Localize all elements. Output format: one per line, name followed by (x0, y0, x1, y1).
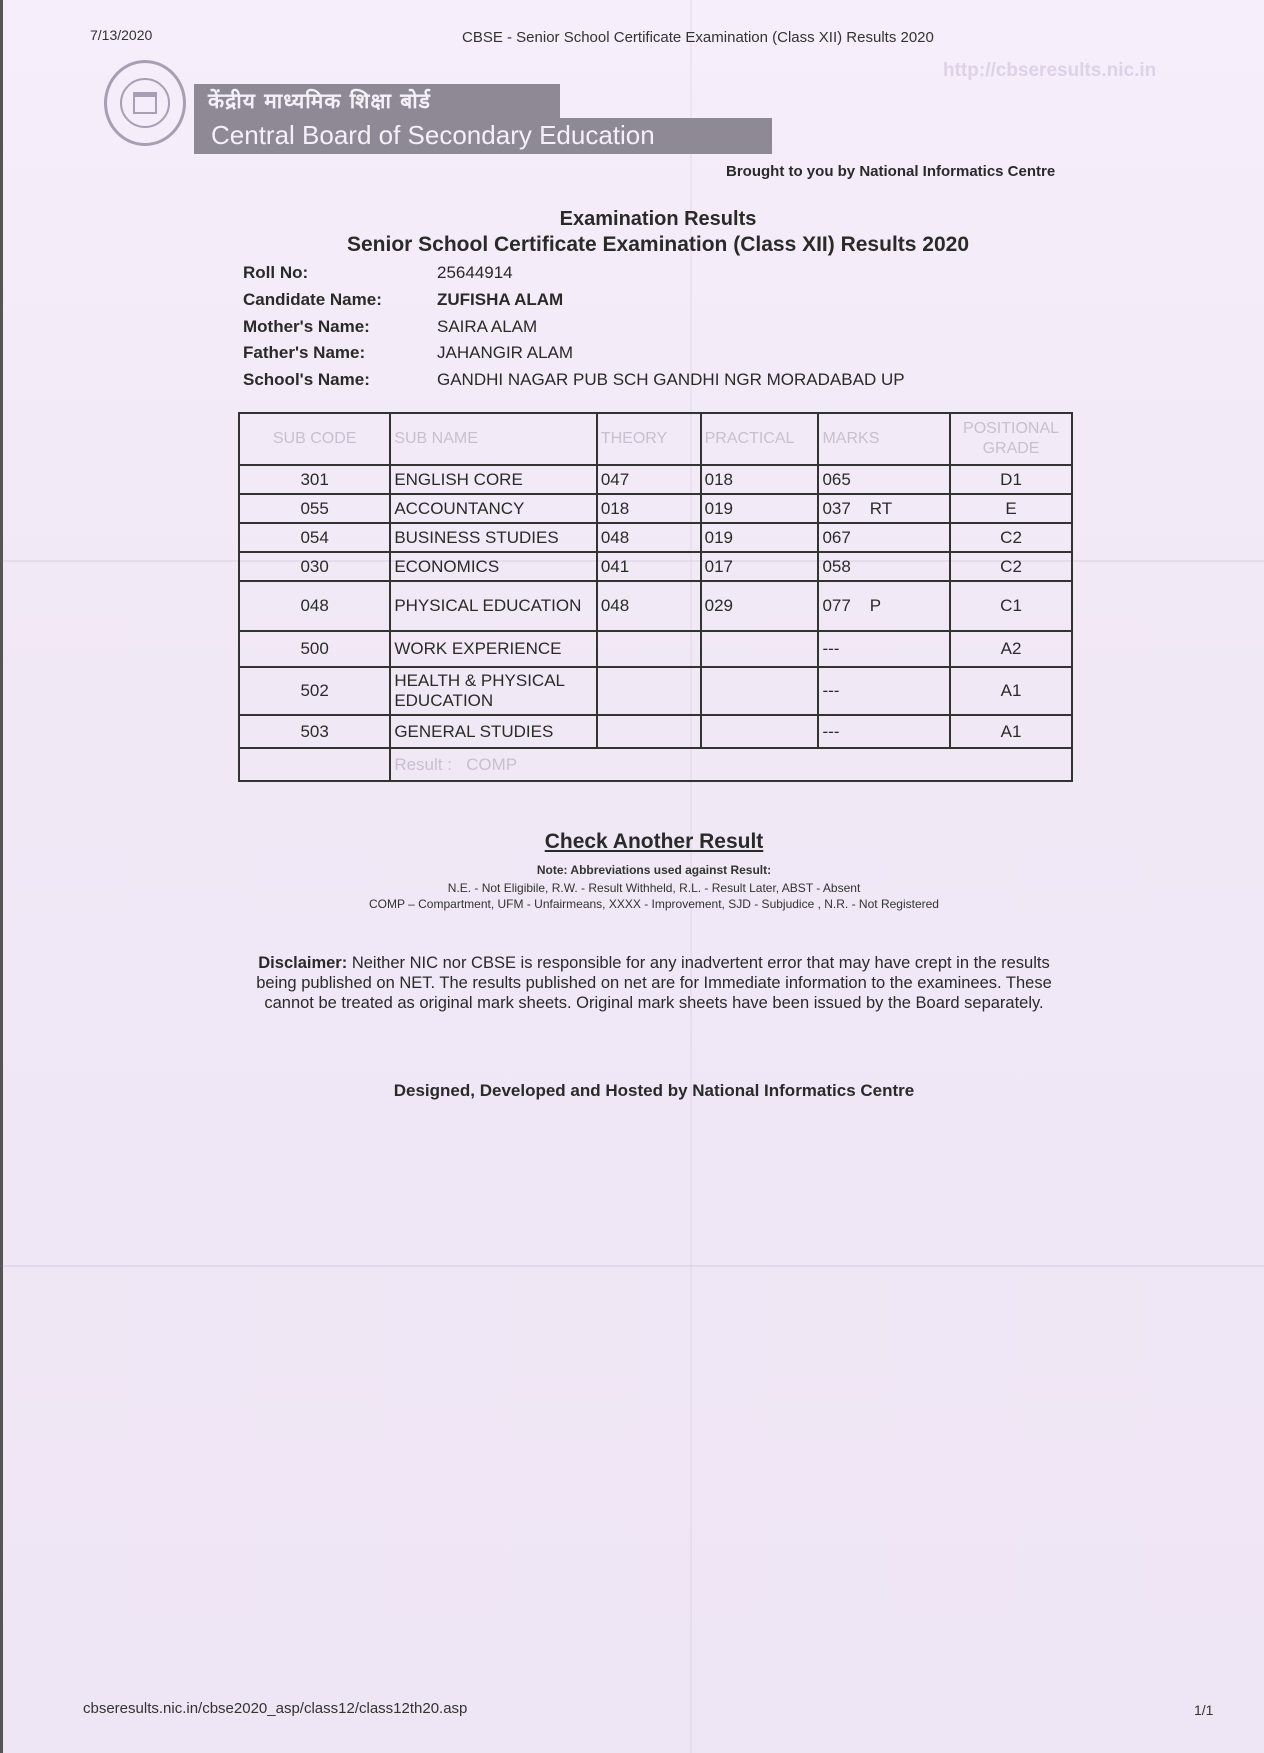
sub-name-cell: HEALTH & PHYSICAL EDUCATION (390, 667, 597, 715)
theory-cell: 041 (597, 552, 701, 581)
print-footer-url: cbseresults.nic.in/cbse2020_asp/class12/class12th20.asp (83, 1700, 468, 1717)
school-name-value: GANDHI NAGAR PUB SCH GANDHI NGR MORADABAD UP (437, 370, 905, 389)
table-header-row (239, 413, 1072, 465)
father-name-value: JAHANGIR ALAM (437, 343, 574, 362)
header-theory: THEORY (597, 413, 701, 465)
grade-cell: C1 (950, 581, 1072, 631)
table-row (239, 494, 1072, 523)
table-row (239, 631, 1072, 667)
sub-name-cell: GENERAL STUDIES (390, 715, 597, 748)
note-title: Note: Abbreviations used against Result: (536, 863, 772, 877)
practical-cell: 029 (701, 581, 819, 631)
board-name-hindi: केंद्रीय माध्यमिक शिक्षा बोर्ड (194, 84, 560, 118)
sub-code-cell: 500 (239, 631, 390, 667)
table-row (239, 581, 1072, 631)
candidate-name-label: Candidate Name: (243, 290, 382, 309)
grade-cell: D1 (950, 465, 1072, 494)
theory-cell: 048 (597, 581, 701, 631)
marks-cell: 058 (818, 552, 950, 581)
practical-cell: 019 (701, 494, 819, 523)
sub-code-cell: 054 (239, 523, 390, 552)
result-row (239, 748, 1072, 781)
sub-code-cell: 030 (239, 552, 390, 581)
note-line-1: N.E. - Not Eligibile, R.W. - Result Withheld, R.L. - Result Later, ABST - Absent (447, 881, 861, 895)
site-url-watermark: http://cbseresults.nic.in (943, 60, 1157, 81)
print-page-title: CBSE - Senior School Certificate Examination (Class XII) Results 2020 (462, 29, 934, 46)
marks-cell: --- (818, 667, 950, 715)
practical-cell: 019 (701, 523, 819, 552)
board-name-english: Central Board of Secondary Education (194, 118, 772, 154)
practical-cell: 018 (701, 465, 819, 494)
candidate-name-value: ZUFISHA ALAM (437, 290, 564, 309)
table-row (239, 523, 1072, 552)
sub-name-cell: ENGLISH CORE (390, 465, 597, 494)
sub-name-cell: PHYSICAL EDUCATION (390, 581, 597, 631)
designed-by-text: Designed, Developed and Hosted by National Informatics Centre (393, 1081, 915, 1100)
theory-cell: 048 (597, 523, 701, 552)
grade-cell: A1 (950, 715, 1072, 748)
grade-cell: C2 (950, 523, 1072, 552)
sub-name-cell: ACCOUNTANCY (390, 494, 597, 523)
theory-cell (597, 631, 701, 667)
theory-cell: 018 (597, 494, 701, 523)
header-marks: MARKS (818, 413, 950, 465)
school-name-label: School's Name: (243, 370, 370, 389)
exam-subheading: Senior School Certificate Examination (Class XII) Results 2020 (346, 233, 970, 256)
result-empty-cell (239, 748, 390, 781)
marks-cell: 037 RT (818, 494, 950, 523)
mother-name-value: SAIRA ALAM (437, 317, 538, 336)
sub-code-cell: 301 (239, 465, 390, 494)
practical-cell (701, 631, 819, 667)
sub-name-cell: WORK EXPERIENCE (390, 631, 597, 667)
marks-cell: 067 (818, 523, 950, 552)
disclaimer-text: Neither NIC nor CBSE is responsible for any inadvertent error that may have crept in the results being published on NET. The results published on net are for Immediate information to the examinees. These cannot be treated as original mark sheets. Original mark sheets have been issued by the Board separately. (256, 954, 1052, 1012)
marks-cell: 065 (818, 465, 950, 494)
print-date: 7/13/2020 (90, 27, 153, 43)
sub-name-cell: ECONOMICS (390, 552, 597, 581)
father-name-label: Father's Name: (243, 343, 366, 362)
header-sub-code: SUB CODE (239, 413, 390, 465)
sub-code-cell: 503 (239, 715, 390, 748)
cbse-emblem-icon (104, 60, 186, 146)
sub-code-cell: 048 (239, 581, 390, 631)
table-row (239, 667, 1072, 715)
grade-cell: A2 (950, 631, 1072, 667)
header-sub-name: SUB NAME (390, 413, 597, 465)
marks-table (238, 412, 1073, 782)
print-page-count: 1/1 (1194, 1702, 1214, 1718)
marks-cell: 077 P (818, 581, 950, 631)
mother-name-label: Mother's Name: (243, 317, 370, 336)
theory-cell (597, 667, 701, 715)
disclaimer (236, 953, 1072, 1013)
practical-cell (701, 715, 819, 748)
practical-cell: 017 (701, 552, 819, 581)
exam-heading: Examination Results (559, 208, 757, 230)
roll-label: Roll No: (243, 263, 309, 282)
note-line-2: COMP – Compartment, UFM - Unfairmeans, XXXX - Improvement, SJD - Subjudice , N.R. - Not Registered (369, 897, 939, 911)
marks-cell: --- (818, 631, 950, 667)
paper-fold (0, 1265, 1264, 1267)
disclaimer-label: Disclaimer: (258, 954, 348, 972)
sub-name-cell: BUSINESS STUDIES (390, 523, 597, 552)
result-status: Result : COMP (390, 748, 1072, 781)
table-row (239, 715, 1072, 748)
grade-cell: C2 (950, 552, 1072, 581)
brought-by-text: Brought to you by National Informatics Centre (726, 163, 1056, 180)
grade-cell: E (950, 494, 1072, 523)
theory-cell: 047 (597, 465, 701, 494)
grade-cell: A1 (950, 667, 1072, 715)
table-row (239, 465, 1072, 494)
sub-code-cell: 055 (239, 494, 390, 523)
practical-cell (701, 667, 819, 715)
check-another-result-link[interactable]: Check Another Result (544, 830, 764, 853)
table-row (239, 552, 1072, 581)
roll-value: 25644914 (437, 263, 513, 282)
marks-cell: --- (818, 715, 950, 748)
sub-code-cell: 502 (239, 667, 390, 715)
header-positional-grade: POSITIONAL GRADE (950, 413, 1072, 465)
header-practical: PRACTICAL (701, 413, 819, 465)
theory-cell (597, 715, 701, 748)
